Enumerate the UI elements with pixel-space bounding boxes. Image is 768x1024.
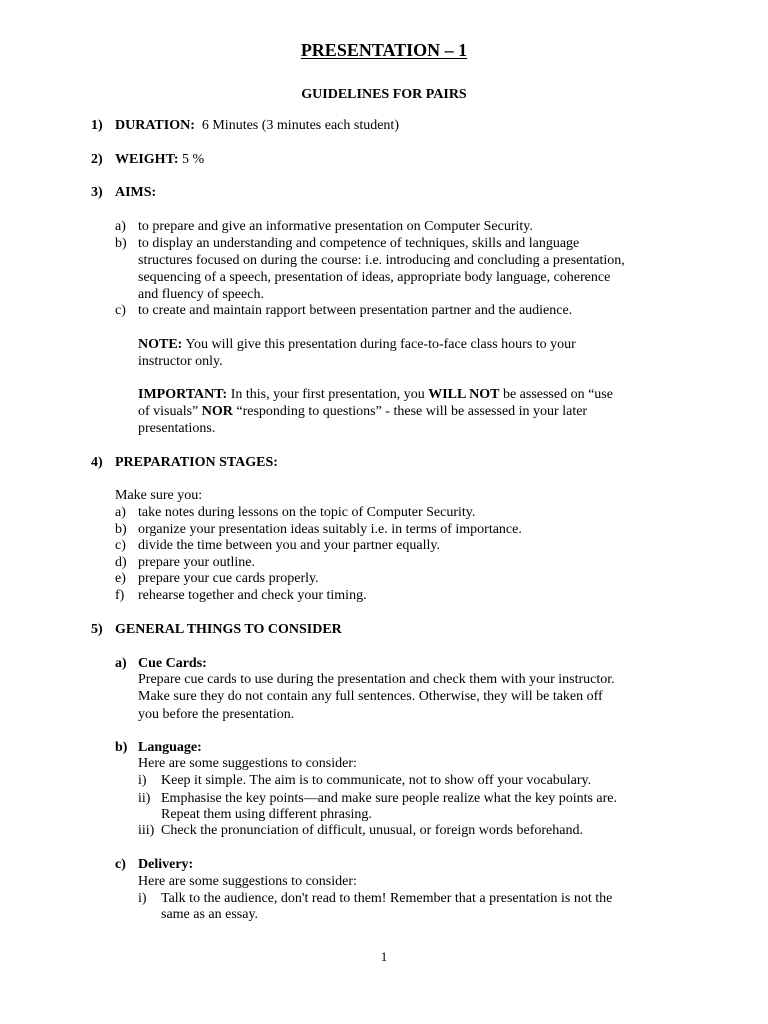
subsection-marker: b) (115, 740, 128, 755)
page-title: PRESENTATION – 1 (300, 40, 468, 60)
subsection-heading: Delivery: (138, 857, 194, 872)
paragraph-text: Make sure they do not contain any full sentences. Otherwise, they will be taken off (138, 689, 603, 704)
list-item-text: take notes during lessons on the topic of Computer Security. (138, 505, 476, 520)
list-marker: a) (115, 219, 126, 234)
subsection-marker: c) (115, 857, 126, 872)
list-marker: e) (115, 571, 126, 586)
list-marker: i) (138, 891, 147, 906)
list-item-text: Keep it simple. The aim is to communicate, not to show off your vocabulary. (161, 773, 592, 788)
list-marker: b) (115, 236, 127, 251)
list-item-text: Talk to the audience, don't read to them! Remember that a presentation is not the (161, 891, 613, 906)
list-marker: c) (115, 538, 126, 553)
note-paragraph: NOTE: You will give this presentation during face-to-face class hours to your (138, 337, 576, 352)
list-marker: i) (138, 773, 147, 788)
subsection-marker: a) (115, 656, 127, 671)
list-item-text: structures focused on during the course: i.e. introducing and concluding a presentation, (138, 253, 625, 268)
list-item-text: Repeat them using different phrasing. (161, 807, 372, 822)
list-item-text: Check the pronunciation of difficult, unusual, or foreign words beforehand. (161, 823, 583, 838)
subsection-heading: Cue Cards: (138, 656, 207, 671)
list-item-text: prepare your outline. (138, 555, 256, 570)
list-marker: a) (115, 505, 126, 520)
paragraph-text: Prepare cue cards to use during the presentation and check them with your instructor. (138, 672, 615, 687)
section-heading: PREPARATION STAGES: (115, 455, 278, 470)
paragraph-text: Here are some suggestions to consider: (138, 756, 357, 771)
list-item-text: to display an understanding and competence of techniques, skills and language (138, 236, 580, 251)
section-heading: GENERAL THINGS TO CONSIDER (115, 622, 342, 637)
list-marker: iii) (138, 823, 155, 838)
list-item-text: sequencing of a speech, presentation of ideas, appropriate body language, coherence (138, 270, 611, 285)
list-item-text: and fluency of speech. (138, 287, 264, 302)
list-marker: ii) (138, 791, 151, 806)
subsection-heading: Language: (138, 740, 202, 755)
list-intro: Make sure you: (115, 488, 203, 503)
list-marker: f) (115, 588, 125, 603)
section-number: 2) (91, 152, 103, 167)
list-item-text: rehearse together and check your timing. (138, 588, 367, 603)
list-marker: b) (115, 522, 127, 537)
section-number: 1) (91, 118, 103, 133)
list-marker: c) (115, 303, 126, 318)
important-paragraph: of visuals” NOR “responding to questions” - these will be assessed in your later (138, 404, 588, 419)
list-item-text: to prepare and give an informative presentation on Computer Security. (138, 219, 533, 234)
paragraph-text: Here are some suggestions to consider: (138, 874, 357, 889)
section-number: 4) (91, 455, 103, 470)
page-number: 1 (380, 949, 388, 964)
list-item-text: organize your presentation ideas suitably i.e. in terms of importance. (138, 522, 522, 537)
note-paragraph: instructor only. (138, 354, 223, 369)
list-item-text: to create and maintain rapport between presentation partner and the audience. (138, 303, 573, 318)
list-item-text: same as an essay. (161, 907, 259, 922)
list-item-text: prepare your cue cards properly. (138, 571, 319, 586)
list-item-text: divide the time between you and your partner equally. (138, 538, 440, 553)
important-paragraph: IMPORTANT: In this, your first presentation, you WILL NOT be assessed on “use (138, 387, 613, 402)
section-heading: WEIGHT: 5 % (115, 152, 205, 167)
section-heading: DURATION: 6 Minutes (3 minutes each student) (115, 118, 399, 133)
list-marker: d) (115, 555, 127, 570)
section-number: 5) (91, 622, 103, 637)
section-number: 3) (91, 185, 103, 200)
section-heading: AIMS: (115, 185, 157, 200)
paragraph-text: you before the presentation. (138, 707, 295, 722)
important-paragraph: presentations. (138, 421, 216, 436)
list-item-text: Emphasise the key points—and make sure people realize what the key points are. (161, 791, 618, 806)
page-subtitle: GUIDELINES FOR PAIRS (301, 87, 467, 102)
